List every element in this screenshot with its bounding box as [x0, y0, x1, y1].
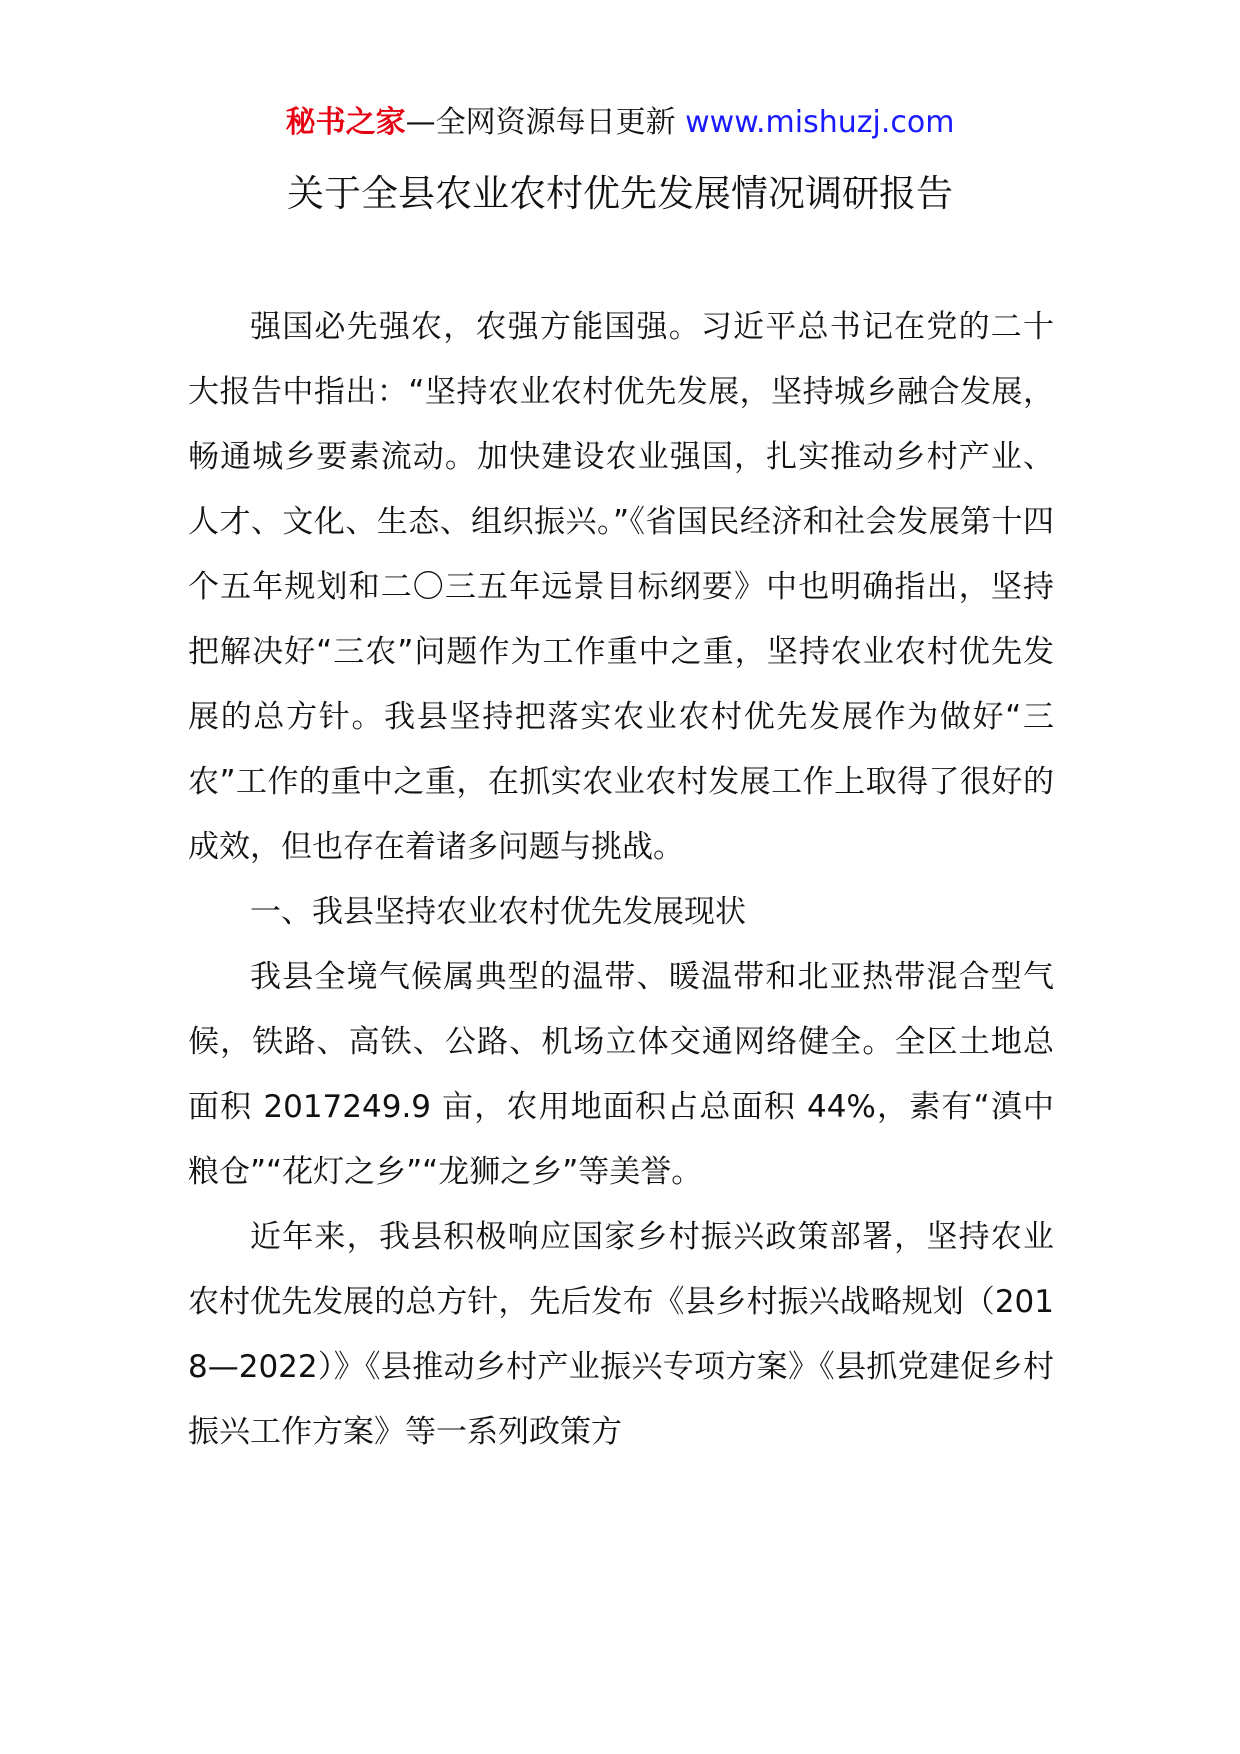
- paragraph-policy: 近年来，我县积极响应国家乡村振兴政策部署，坚持农业农村优先发展的总方针，先后发布《县乡村振兴战略规划（2018—2022）》《县推动乡村产业振兴专项方案》《县抓党建促乡村振兴工作方案》等一系列政策方: [188, 1219, 1054, 1450]
- section-heading: 一、我县坚持农业农村优先发展现状: [250, 894, 746, 930]
- site-header: [0, 102, 1240, 144]
- brand-name: 秘书之家: [285, 105, 406, 140]
- paragraph-climate: 我县全境气候属典型的温带、暖温带和北亚热带混合型气候，铁路、高铁、公路、机场立体交通网络健全。全区土地总面积 2017249.9 亩，农用地面积占总面积 44%，素有“滇中粮仓”“花灯之乡”“龙狮之乡”等美誉。: [188, 959, 1054, 1190]
- site-url-link[interactable]: www.mishuzj.com: [685, 105, 955, 140]
- document-body: [188, 295, 1054, 1465]
- paragraph-intro: 强国必先强农，农强方能国强。习近平总书记在党的二十大报告中指出：“坚持农业农村优先发展，坚持城乡融合发展，畅通城乡要素流动。加快建设农业强国，扎实推动乡村产业、人才、文化、生态、组织振兴。”《省国民经济和社会发展第十四个五年规划和二〇三五年远景目标纲要》中也明确指出，坚持把解决好“三农”问题作为工作重中之重，坚持农业农村优先发展的总方针。我县坚持把落实农业农村优先发展作为做好“三农”工作的重中之重，在抓实农业农村发展工作上取得了很好的成效，但也存在着诸多问题与挑战。: [188, 309, 1054, 865]
- document-title: 关于全县农业农村优先发展情况调研报告: [287, 172, 953, 215]
- site-tagline: —全网资源每日更新: [405, 105, 676, 140]
